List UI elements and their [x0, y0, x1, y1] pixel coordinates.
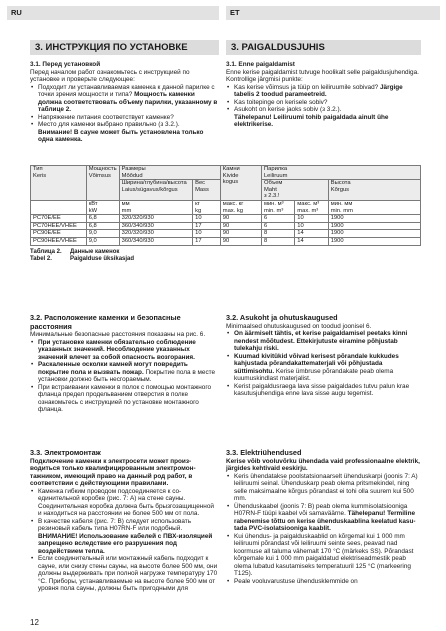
item-text: Если соединительный или монтажный кабель подходит к сауне, или снизу стены сауны, на высоте более 500 мм, они должны выдерживать при полной нагрузке температуру 170 °С. Приборы, устанавливаемые на высоте более 500 мм от уровня пола сауны, должны быть пригодными для	[38, 555, 218, 592]
volume-min-cell: 6	[261, 222, 294, 230]
heading: 3.3. Elektriühendused	[226, 448, 302, 457]
item-bold-text: Kuumad kivitükid võivad kerisest põrandale kukkudes kahjustada põrandakattematerjali või põhjustada süttimisohtu.	[234, 352, 399, 375]
list-item	[226, 353, 421, 383]
header-cell-type: Тип Keris	[31, 166, 87, 201]
list-item	[30, 114, 219, 122]
height-min-cell: 1900	[328, 222, 420, 230]
et-section-3-2	[226, 314, 421, 398]
section-title-et: 3. PAIGALDUSJUHIS	[226, 40, 421, 55]
table-units-row	[31, 200, 421, 214]
bullet-list	[30, 488, 219, 593]
weight-cell: 17	[193, 222, 221, 230]
heater-data-table	[30, 165, 421, 246]
weight-cell: 17	[193, 237, 221, 245]
stones-cell: 90	[220, 230, 261, 238]
stones-cell: 90	[220, 237, 261, 245]
bullet-list	[226, 84, 421, 114]
paragraph: Минимальные безопасные расстояния показаны на рис. 6.	[30, 331, 206, 338]
caption-label-et: Tabel 2.	[30, 256, 52, 262]
unit-cell: мм mm	[119, 200, 192, 214]
item-bold-text: Tähelepanu! Termiline rabenemise tõttu on kerise ühenduskaablina keelatud kasutada PVC-isolatsiooniga kaablit.	[234, 510, 416, 532]
item-text: Kas toitepinge on kerisele sobiv?	[234, 98, 328, 106]
paragraph: Перед началом работ ознакомьтесь с инструкцией по установке и проверьте следующее:	[30, 68, 190, 83]
table-row	[31, 230, 421, 238]
item-text: При встраивании каменки в полок с помощью монтажного фланца предел продельванием отверстия в полке ознакомьтесь с инструкцией по установке монтажного фланца.	[38, 383, 212, 413]
height-min-cell: 1900	[328, 215, 420, 223]
list-item	[226, 383, 421, 398]
list-item	[226, 84, 421, 99]
unit-cell: мин. мм min. mm	[328, 200, 420, 214]
power-cell: 6,8	[86, 222, 119, 230]
header-cell-whd: Ширина/глубина/высота Laius/sügavus/kõrgus	[119, 180, 192, 201]
table-row	[31, 215, 421, 223]
item-text: Подходит ли устанавливаемая каменка к данной парилке с точки зрения мощности и типа?	[38, 83, 215, 98]
weight-cell: 10	[193, 230, 221, 238]
header-cell-power: Мощность Võimsus	[86, 166, 119, 201]
bullet-list	[226, 330, 421, 398]
list-item	[30, 339, 219, 362]
et-section-3-1	[226, 61, 421, 129]
list-item	[30, 518, 219, 556]
item-text: Каменка гибким проводом подсоединяется к соединительной коробке (рис. 7: А) на стене сауны. Соединительная коробка должна быть брызгозащищенной и находиться на расстоянии не более 500 мм от пола.	[38, 487, 214, 517]
paragraph: Kerise võib vooluvõrku ühendada vaid professionaalne elektrik, järgides kehtivaid eeskirju.	[226, 457, 420, 472]
item-text: Asukoht on kerise jaoks sobiv (з 3.2.).	[234, 106, 342, 113]
stones-cell: 90	[220, 222, 261, 230]
header-cell-stones: Камни Kivide kogus	[220, 166, 261, 201]
warning-text: Внимание! В сауне может быть установлена только одна каменка.	[38, 128, 204, 143]
item-bold-text: Järgige tabelis 2 toodud parameetreid.	[234, 83, 403, 98]
item-bold-text: ВНИМАНИЕ! Использование кабелей с ПВХ-изоляцией запрещено вследствие его разрушения под воздействием тепла.	[38, 532, 213, 555]
ru-section-3-3	[30, 449, 219, 593]
item-text: В качестве кабеля (рис. 7: В) следует использовать резиновый кабель типа H07RN-F или подобный.	[38, 517, 192, 532]
list-item	[30, 84, 219, 114]
item-text: Напряжение питания соответствует каменке?	[38, 113, 174, 121]
table-row	[31, 222, 421, 230]
ru-section-3-1	[30, 61, 219, 144]
list-item	[30, 488, 219, 518]
unit-cell: кг kg	[193, 200, 221, 214]
item-bold-text: Раскаленные осколки камней могут повредить покрытие пола и вызвать пожар.	[38, 361, 188, 376]
volume-max-cell: 14	[295, 230, 328, 238]
heading: 3.1. Enne paigaldamist	[226, 61, 295, 68]
volume-min-cell: 8	[261, 237, 294, 245]
volume-max-cell: 10	[295, 215, 328, 223]
page-number: 12	[30, 618, 39, 627]
list-item	[226, 578, 421, 586]
header-cell-size: Размеры Mõõdud	[119, 166, 220, 180]
header-cell-weight: Вес Mass	[193, 180, 221, 201]
item-text: Ühenduskaabel (joonis 7: B) peab olema kummisolatsiooniga H07RN-F tüüpi kaabel või samaväärne.	[234, 502, 408, 517]
caption-text-ru: Данные каменок	[70, 249, 120, 255]
heading: 3.2. Asukoht ja ohutuskaugused	[226, 313, 338, 322]
paragraph: Enne kerise paigaldamist tutvuge hoolikalt selle paigaldusjuhendiga. Kontrollige järgmisi punkte:	[226, 68, 419, 83]
item-text: Peale vooluvarustuse ühendusklemmide on	[234, 577, 358, 585]
model-cell: PC70E/EE	[31, 215, 87, 223]
bullet-list	[30, 84, 219, 129]
et-section-3-3	[226, 449, 421, 585]
size-cell: 360/340/930	[119, 237, 192, 245]
size-cell: 320/320/930	[119, 215, 192, 223]
heading: 3.2. Расположение каменки и безопасные расстояния	[30, 313, 181, 331]
size-cell: 320/320/930	[119, 230, 192, 238]
bullet-list	[226, 473, 421, 586]
section-title-ru: 3. ИНСТРУКЦИЯ ПО УСТАНОВКЕ	[30, 40, 219, 55]
header-cell-volume: Объем Maht з 2.3.!	[261, 180, 328, 201]
power-cell: 6,8	[86, 215, 119, 223]
volume-max-cell: 14	[295, 237, 328, 245]
list-item	[226, 106, 421, 114]
paragraph: Minimaalsed ohutuskaugused on toodud joonisel 6.	[226, 322, 372, 330]
item-bold-text: Мощность каменки должна соответствовать объему парилки, указанному в таблице 2.	[38, 91, 218, 113]
list-item	[226, 330, 421, 353]
model-cell: PC90HEE/VHEE	[31, 237, 87, 245]
height-min-cell: 1900	[328, 237, 420, 245]
power-cell: 9,0	[86, 230, 119, 238]
bullet-list	[30, 339, 219, 414]
list-item	[226, 533, 421, 578]
heading: 3.3. Электромонтаж	[30, 448, 101, 457]
volume-min-cell: 8	[261, 230, 294, 238]
item-bold-text: On äärmiselt tähtis, et kerise paigaldamisel peetaks kinni nendest mõõtudest. Ettekirjutuste eiramine põhjustab tulekahju riski.	[234, 330, 408, 352]
language-tab-ru: RU	[7, 6, 219, 20]
caption-label-ru: Таблица 2.	[30, 249, 62, 255]
model-cell: PC90E/EE	[31, 230, 87, 238]
model-cell: PC70HEE/VHEE	[31, 222, 87, 230]
list-item	[30, 121, 219, 129]
item-text: Kui ühendus- ja paigalduskaablid on kõrgemal kui 1 000 mm leiliruumi põrandast või leiliruumi seinte sees, peavad nad koormuse all taluma vähemalt 170 °C (märkeks SS). Põrandast kõrgemale kui 1 000 mm paigaldatud elektriseadmestik peab olema lubatud kasutamiseks temperatuuril 125 °C (markeering T125).	[234, 532, 414, 577]
item-text: Kas kerise võimsus ja tüüp on leiliruumile sobivad?	[234, 83, 380, 91]
heading: 3.1. Перед установкой	[30, 61, 101, 68]
header-cell-height: Высота Kõrgus	[328, 180, 420, 201]
weight-cell: 10	[193, 215, 221, 223]
item-bold-text: При установке каменки обязательно соблюдение указанных значений. Несоблюдение указанных значений влечет за собой опасность возгорания.	[38, 338, 196, 361]
unit-cell	[31, 200, 87, 214]
volume-min-cell: 6	[261, 215, 294, 223]
paragraph: Подключение каменки к электросети может производиться только квалифицированным электромонтажником, имеющий право на данный род работ, в соответствии с действующими правилами.	[30, 457, 196, 487]
volume-max-cell: 10	[295, 222, 328, 230]
table-header-row	[31, 166, 421, 180]
warning-text: Tähelepanu! Leiliruumi tohib paigaldada ainult ühe elektrikerise.	[234, 113, 389, 128]
list-item	[30, 555, 219, 593]
size-cell: 360/340/930	[119, 222, 192, 230]
unit-cell: кВт kW	[86, 200, 119, 214]
power-cell: 9,0	[86, 237, 119, 245]
ru-section-3-2	[30, 314, 219, 414]
list-item	[226, 473, 421, 503]
table-row	[31, 237, 421, 245]
list-item	[30, 384, 219, 414]
list-item	[226, 503, 421, 533]
table-caption	[30, 249, 134, 263]
caption-text-et: Paigalduse üksikasjad	[70, 256, 135, 262]
unit-cell: макс. м³ max. m³	[295, 200, 328, 214]
stones-cell: 90	[220, 215, 261, 223]
header-cell-room: Парилка Leiliruum	[261, 166, 420, 180]
item-text: Kerise ümbruse põrandakate peab olema kuumuskindlast materjalist.	[234, 367, 394, 382]
list-item	[30, 361, 219, 384]
item-text: Kerist paigaldusraega lava sisse paigaldades tutvu palun krae kasutusjuhendiga enne lava sisse augu tegemist.	[234, 382, 410, 397]
unit-cell: мин. м³ min. m³	[261, 200, 294, 214]
height-min-cell: 1900	[328, 230, 420, 238]
list-item	[226, 99, 421, 107]
item-text: Покрытие пола в месте установки должно быть несгораемым.	[38, 368, 216, 383]
item-text: Keris ühendatakse poolstatsionaarselt ühenduskarpi (joonis 7: A) leiliruumi seinal. Ühenduskarp peab olema pritsmekindel, ning selle maksimaalne kõrgus põrandast ei tohi olla suurem kui 500 mm.	[234, 472, 418, 502]
unit-cell: макс. кг max. kg	[220, 200, 261, 214]
item-text: Место для каменки выбрано правильно (з 3.2.).	[38, 121, 180, 128]
language-tab-et: ET	[226, 6, 440, 20]
